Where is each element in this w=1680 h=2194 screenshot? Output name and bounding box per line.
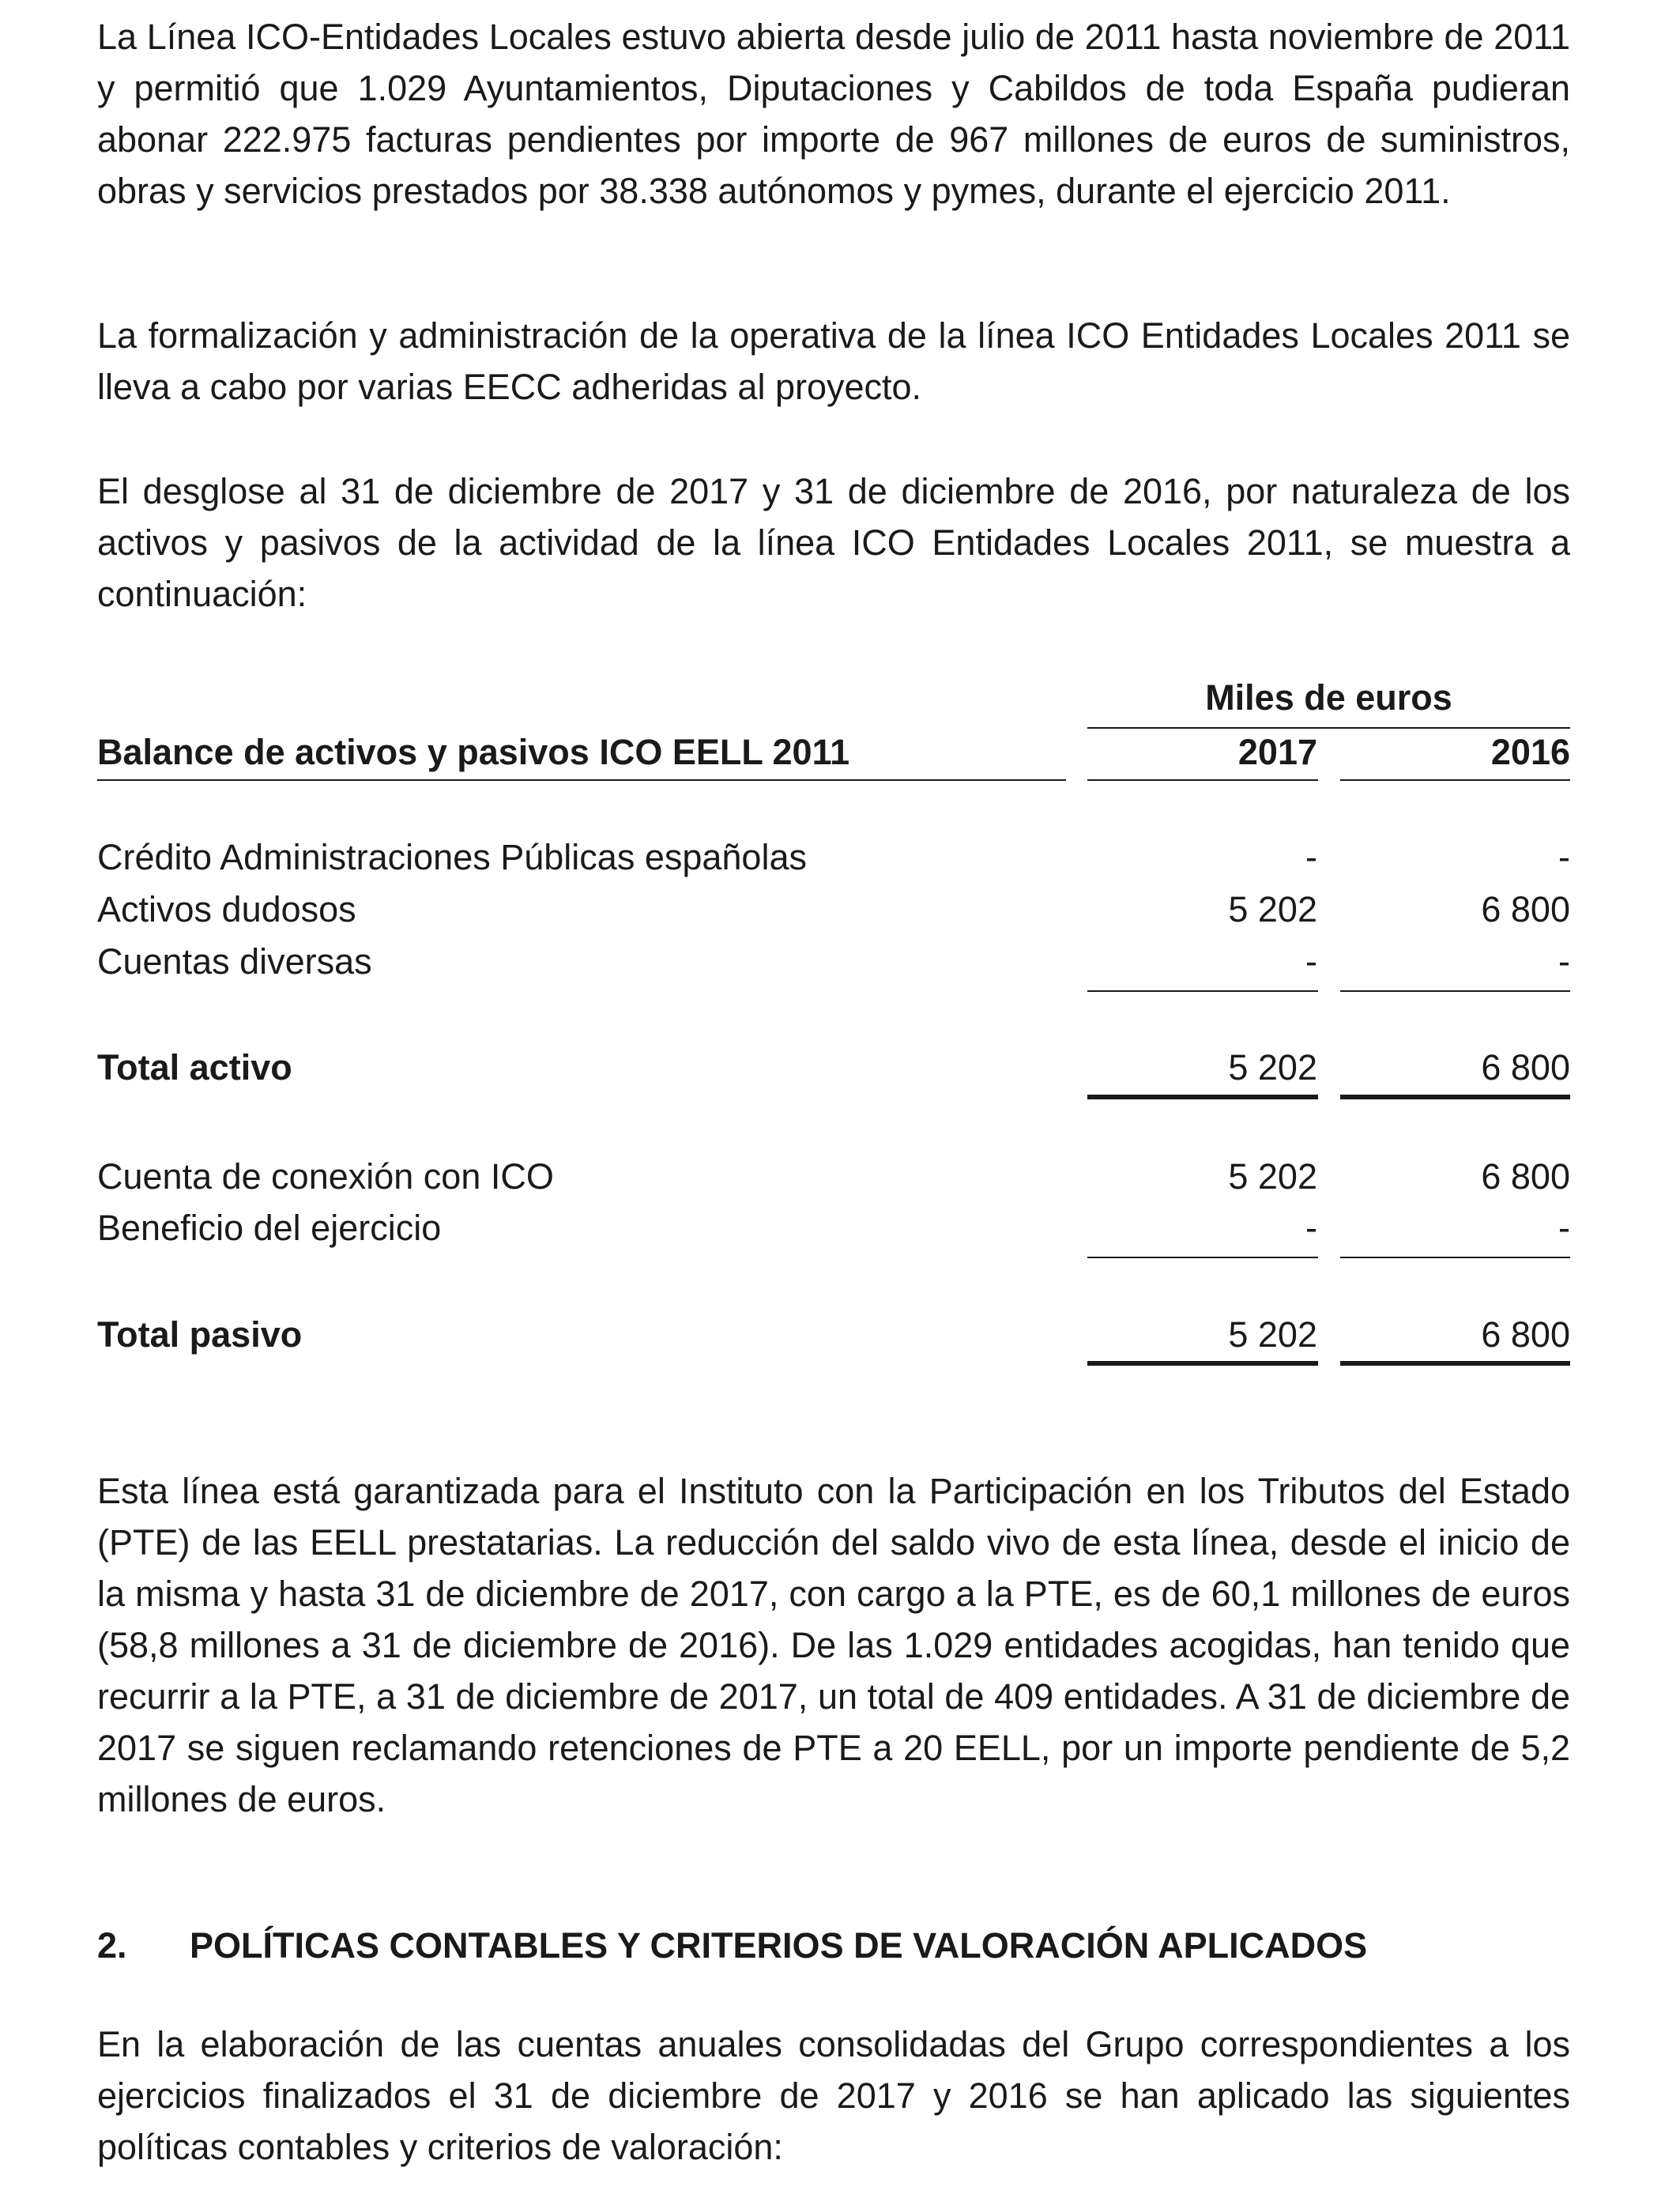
total-line-2016 [1340, 1361, 1570, 1366]
paragraph-desglose: El desglose al 31 de diciembre de 2017 y 31 de diciembre de 2016, por naturaleza de los activos y pasivos de la actividad de la línea ICO Entidades Locales 2011, se muestra a continuación: [97, 471, 1570, 614]
row-value-2016: 6 800 [1481, 889, 1570, 929]
units-header: Miles de euros [1205, 677, 1452, 718]
row-value-2016: 6 800 [1481, 1047, 1570, 1088]
row-label-cuentas-diversas: Cuentas diversas [97, 941, 372, 982]
table-title: Balance de activos y pasivos ICO EELL 2011 [97, 732, 850, 772]
row-value-2017: 5 202 [1228, 889, 1317, 929]
row-label-activos-dudosos: Activos dudosos [97, 889, 356, 929]
column-header-2016: 2016 [1490, 732, 1570, 772]
section-heading [97, 1922, 1367, 1970]
row-value-2017: - [1305, 1208, 1317, 1248]
row-value-2017: 5 202 [1228, 1314, 1317, 1355]
total-line-2017 [1087, 1095, 1318, 1099]
paragraph-linea-ico-intro: La Línea ICO-Entidades Locales estuvo abierta desde julio de 2011 hasta noviembre de 2011 y permitió que 1.029 Ayuntamientos, Diputaciones y Cabildos de toda España pudieran abonar 222.975 facturas pendientes por importe de 967 millones de euros de suministros, obras y servicios prestados por 38.338 autónomos y pymes, durante el ejercicio 2011. [97, 17, 1570, 211]
row-label-beneficio: Beneficio del ejercicio [97, 1208, 442, 1248]
subtotal-line-2017 [1087, 990, 1318, 992]
row-value-2017: 5 202 [1228, 1156, 1317, 1197]
col-2016-header-underline [1340, 779, 1570, 781]
subtotal-line-2016 [1340, 990, 1570, 992]
total-line-2017 [1087, 1361, 1318, 1366]
row-value-2017: 5 202 [1228, 1047, 1317, 1088]
section-title: POLÍTICAS CONTABLES Y CRITERIOS DE VALORACIÓN APLICADOS [190, 1925, 1368, 1966]
title-underline [97, 779, 1066, 781]
subtotal-line-2016 [1340, 1257, 1570, 1258]
row-label-cuenta-conexion: Cuenta de conexión con ICO [97, 1156, 554, 1197]
row-value-2017: - [1305, 837, 1317, 877]
subtotal-line-2017 [1087, 1257, 1318, 1258]
paragraph-formalizacion: La formalización y administración de la operativa de la línea ICO Entidades Locales 2011 se lleva a cabo por varias EECC adheridas al proyecto. [97, 315, 1570, 407]
row-value-2016: - [1558, 837, 1570, 877]
row-value-2016: - [1558, 941, 1570, 982]
paragraph-elaboracion-cuentas: En la elaboración de las cuentas anuales consolidadas del Grupo correspondientes a los ejercicios finalizados el 31 de diciembre de 2017 y 2016 se han aplicado las siguientes políticas contables y criterios de valoración: [97, 2024, 1570, 2167]
row-label-total-activo: Total activo [97, 1047, 292, 1088]
row-value-2016: - [1558, 1208, 1570, 1248]
paragraph-garantia-pte: Esta línea está garantizada para el Instituto con la Participación en los Tributos del Estado (PTE) de las EELL prestatarias. La reducción del saldo vivo de esta línea, desde el inicio de la misma y hasta 31 de diciembre de 2017, con cargo a la PTE, es de 60,1 millones de euros (58,8 millones a 31 de diciembre de 2016). De las 1.029 entidades acogidas, han tenido que recurrir a la PTE, a 31 de diciembre de 2017, un total de 409 entidades. A 31 de diciembre de 2017 se siguen reclamando retenciones de PTE a 20 EELL, por un importe pendiente de 5,2 millones de euros. [97, 1471, 1570, 1819]
col-2017-header-underline [1087, 779, 1318, 781]
column-header-2017: 2017 [1237, 732, 1317, 772]
section-number: 2. [97, 1925, 127, 1966]
total-line-2016 [1340, 1095, 1570, 1099]
row-value-2017: - [1305, 941, 1317, 982]
row-label-total-pasivo: Total pasivo [97, 1314, 303, 1355]
row-value-2016: 6 800 [1481, 1156, 1570, 1197]
row-label-credito: Crédito Administraciones Públicas españolas [97, 837, 807, 877]
row-value-2016: 6 800 [1481, 1314, 1570, 1355]
